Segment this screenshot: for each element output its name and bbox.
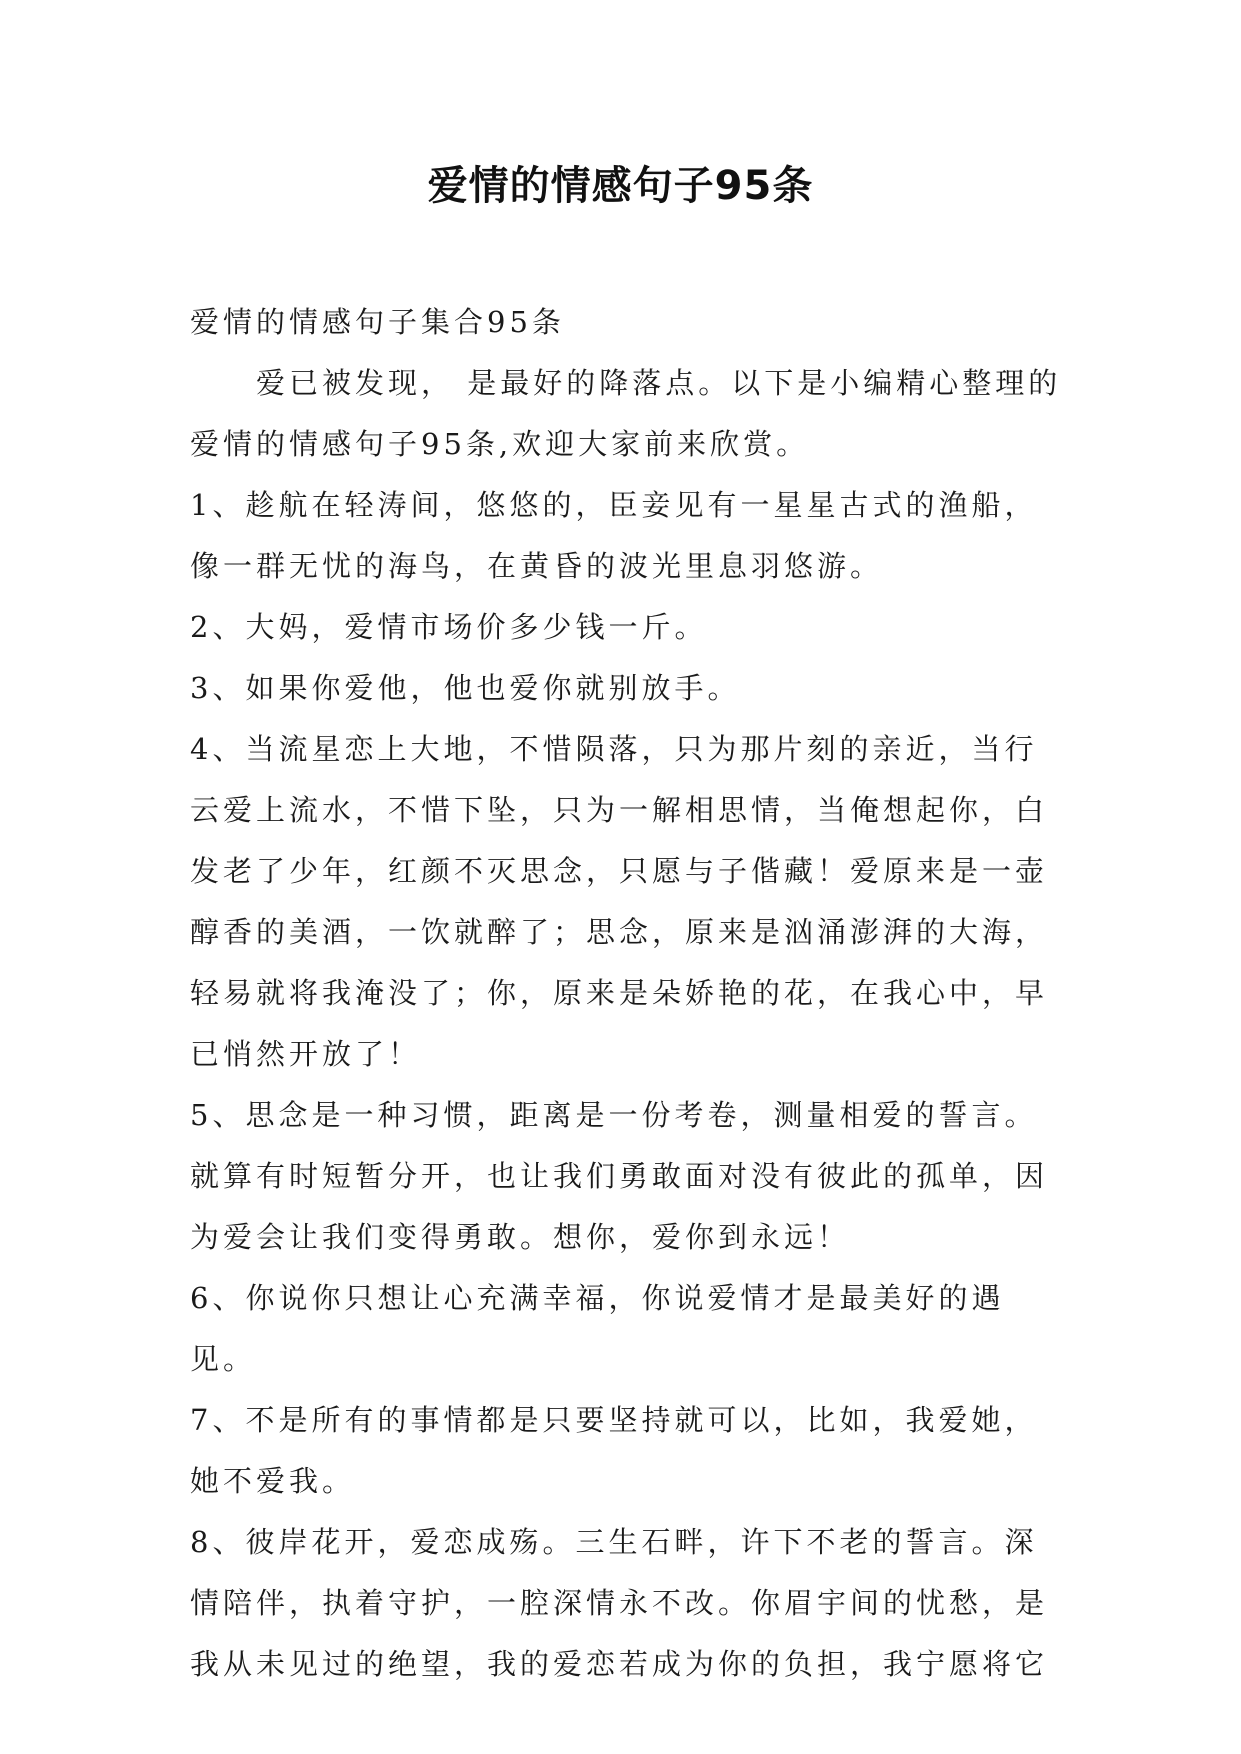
list-item: 8、彼岸花开，爱恋成殇。三生石畔，许下不老的誓言。深情陪伴，执着守护，一腔深情永不改。你眉宇间的忧愁，是我从未见过的绝望，我的爱恋若成为你的负担，我宁愿将它 xyxy=(190,1525,1049,1681)
list-item: 3、如果你爱他，他也爱你就别放手。 xyxy=(190,671,741,705)
list-item: 7、不是所有的事情都是只要坚持就可以，比如，我爱她，她不爱我。 xyxy=(190,1403,1038,1498)
list-item: 6、你说你只想让心充满幸福，你说爱情才是最美好的遇见。 xyxy=(190,1281,1005,1376)
intro-paragraph: 爱已被发现， 是最好的降落点。以下是小编精心整理的爱情的情感句子95条,欢迎大家前来欣赏。 xyxy=(190,366,1062,461)
document-title: 爱情的情感句子95条 xyxy=(427,163,814,209)
list-item: 1、趁航在轻涛间，悠悠的，臣妾见有一星星古式的渔船，像一群无忧的海鸟，在黄昏的波光里息羽悠游。 xyxy=(190,488,1038,583)
list-item: 4、当流星恋上大地，不惜陨落，只为那片刻的亲近，当行云爱上流水，不惜下坠，只为一解相思情，当俺想起你，白发老了少年，红颜不灭思念，只愿与子偕藏！爱原来是一壶醇香的美酒，一饮就醉了；思念，原来是汹涌澎湃的大海，轻易就将我淹没了；你，原来是朵娇艳的花，在我心中，早已悄然开放了！ xyxy=(190,732,1049,1071)
list-item: 2、大妈，爱情市场价多少钱一斤。 xyxy=(190,610,708,644)
document-subtitle: 爱情的情感句子集合95条 xyxy=(190,305,565,339)
document-body xyxy=(190,292,1070,1695)
list-item: 5、思念是一种习惯，距离是一份考卷，测量相爱的誓言。就算有时短暂分开，也让我们勇敢面对没有彼此的孤单，因为爱会让我们变得勇敢。想你，爱你到永远！ xyxy=(190,1098,1049,1254)
